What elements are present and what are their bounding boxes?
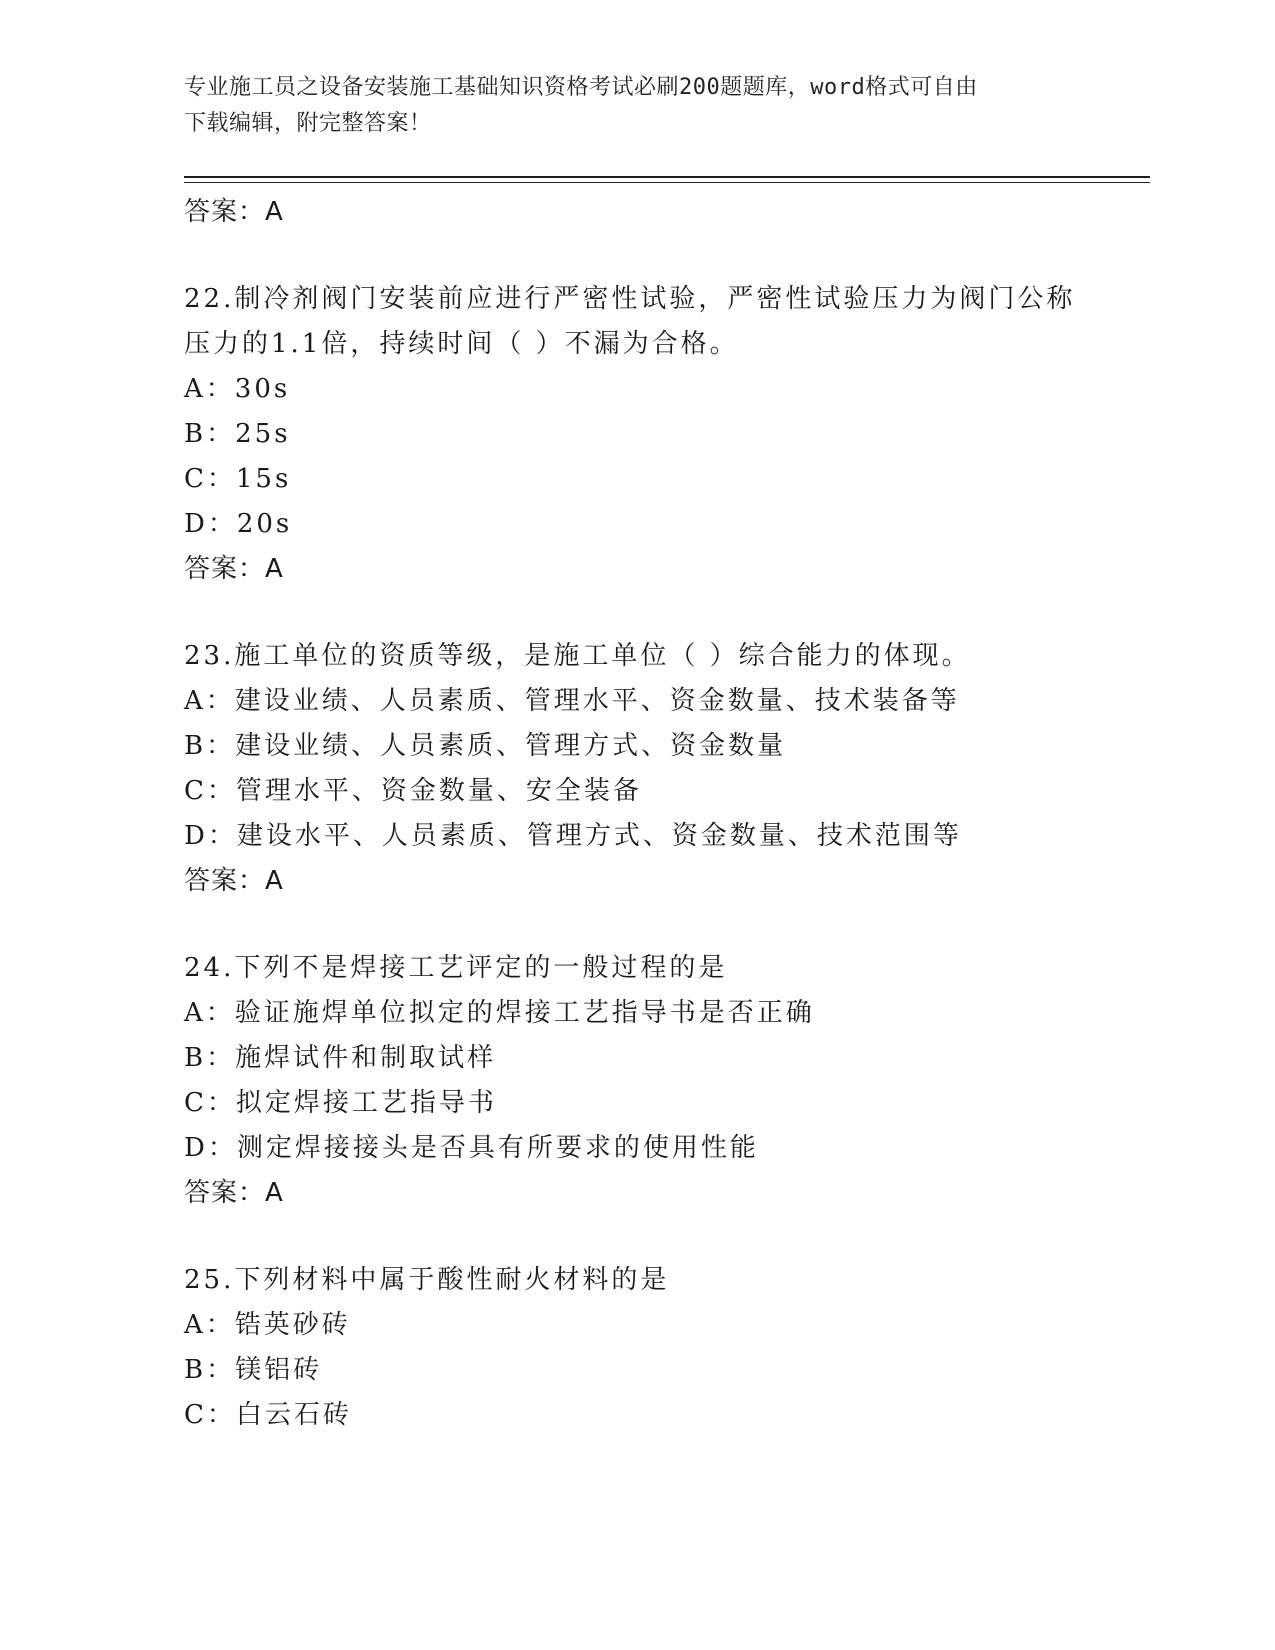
question-stem: 23.施工单位的资质等级，是施工单位（ ）综合能力的体现。 — [184, 641, 971, 671]
option-c: C：拟定焊接工艺指导书 — [184, 1088, 497, 1118]
header-line-2: 下载编辑，附完整答案！ — [184, 111, 432, 136]
option-b: B：镁铝砖 — [184, 1355, 323, 1385]
document-header — [184, 70, 1084, 142]
option-b: B：施焊试件和制取试样 — [184, 1043, 497, 1073]
option-d: D：20s — [184, 509, 293, 539]
header-rule-thin — [184, 182, 1150, 183]
question-24 — [184, 946, 1124, 1216]
question-stem: 24.下列不是焊接工艺评定的一般过程的是 — [184, 953, 728, 983]
option-c: C：15s — [184, 464, 292, 494]
option-a: A：30s — [184, 374, 291, 404]
question-22 — [184, 277, 1124, 592]
answer: 答案：A — [184, 554, 284, 584]
option-c: C：白云石砖 — [184, 1400, 352, 1430]
option-a: A：建设业绩、人员素质、管理水平、资金数量、技术装备等 — [184, 686, 960, 716]
question-23 — [184, 634, 1124, 904]
option-d: D：测定焊接接头是否具有所要求的使用性能 — [184, 1133, 759, 1163]
answer: 答案：A — [184, 1178, 284, 1208]
header-line-1: 专业施工员之设备安装施工基础知识资格考试必刷200题题库，word格式可自由 — [184, 75, 978, 100]
option-a: A：锆英砂砖 — [184, 1310, 351, 1340]
option-d: D：建设水平、人员素质、管理方式、资金数量、技术范围等 — [184, 821, 962, 851]
document-body — [184, 190, 1124, 1438]
question-25 — [184, 1258, 1124, 1438]
question-stem: 22.制冷剂阀门安装前应进行严密性试验，严密性试验压力为阀门公称 — [184, 284, 1076, 314]
question-stem: 25.下列材料中属于酸性耐火材料的是 — [184, 1265, 670, 1295]
answer: 答案：A — [184, 866, 284, 896]
question-stem-continued: 压力的1.1倍，持续时间（ ）不漏为合格。 — [184, 329, 739, 359]
option-b: B：25s — [184, 419, 291, 449]
header-rule-thick — [184, 176, 1150, 178]
previous-answer: 答案：A — [184, 197, 284, 227]
option-a: A：验证施焊单位拟定的焊接工艺指导书是否正确 — [184, 998, 815, 1028]
option-b: B：建设业绩、人员素质、管理方式、资金数量 — [184, 731, 787, 761]
option-c: C：管理水平、资金数量、安全装备 — [184, 776, 642, 806]
